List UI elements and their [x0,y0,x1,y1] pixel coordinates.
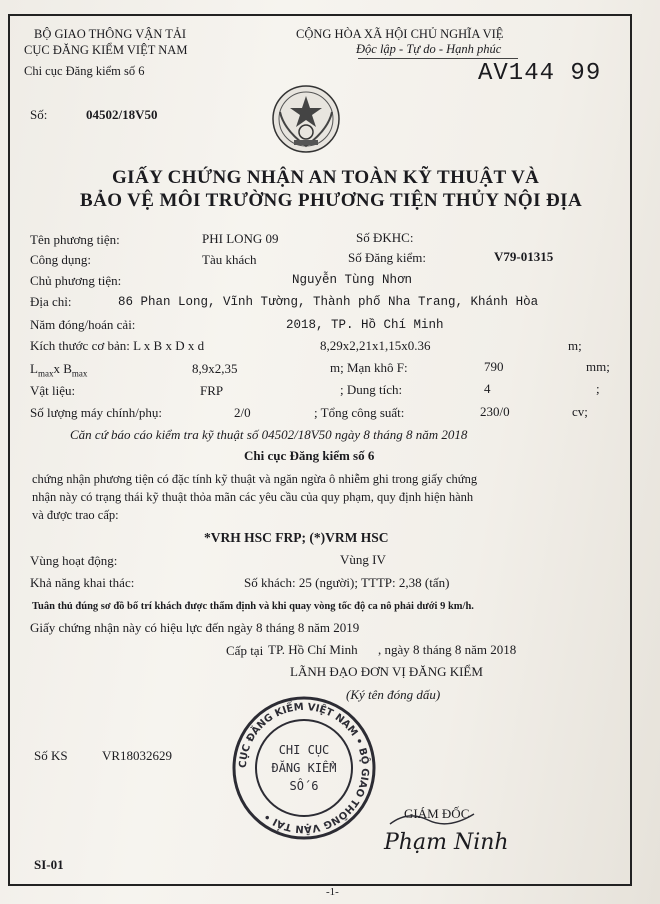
signature-note: (Ký tên đóng dấu) [346,687,441,702]
bmax-sub: max [71,368,88,379]
stamp-line3: SỐ 6 [289,779,319,793]
official-stamp-icon [228,692,380,844]
owner-name: Nguyễn Tùng Nhơn [292,273,413,287]
freeboard-label: m; Mạn khô F: [330,360,408,375]
stamp-line2: ĐĂNG KIỂM [271,761,337,775]
republic-name: CỘNG HÒA XÃ HỘI CHỦ NGHĨA VIỆ [296,27,504,41]
certificate-title-line1: GIẤY CHỨNG NHẬN AN TOÀN KỸ THUẬT VÀ [112,167,540,188]
lmax-x-b: x B [53,361,72,376]
operation-zone: Vùng IV [340,552,386,567]
vessel-purpose: Tàu khách [202,252,257,267]
validity-statement: Giấy chứng nhận này có hiệu lực đến ngày 8 tháng 8 năm 2019 [30,620,360,635]
build-info: 2018, TP. Hồ Chí Minh [286,318,444,332]
operating-note: Tuân thủ đúng sơ đồ bố trí khách được thẩm định và khi quay vòng tốc độ ca nô phải dưới 9 km/h. [32,601,474,612]
max-dimensions-value: 8,9x2,35 [192,361,238,376]
form-code: SI-01 [34,857,64,872]
motto-underline [358,58,518,59]
stamp-ring-text: CỤC ĐĂNG KIỂM VIỆT NAM • BỘ GIAO THÔNG VẬN TẢI • [237,701,371,835]
dkhc-label: Số ĐKHC: [356,230,414,245]
signer-name: Phạm Ninh [384,830,509,855]
stamp-line1: CHI CỤC [278,743,330,757]
material-label: Vật liệu: [30,383,76,398]
owner-label: Chủ phương tiện: [30,273,122,288]
registration-number: V79-01315 [494,249,554,264]
capability-value: Số khách: 25 (người); TTTP: 2,38 (tấn) [244,575,450,590]
issued-date: , ngày 8 tháng 8 năm 2018 [378,642,517,657]
lmax-letter: L [30,361,38,376]
inspection-basis: Căn cứ báo cáo kiểm tra kỹ thuật số 04502/18V50 ngày 8 tháng 8 năm 2018 [70,427,468,442]
ks-number: VR18032629 [102,748,173,763]
capability-label: Khả năng khai thác: [30,575,135,590]
national-motto: Độc lập - Tự do - Hạnh phúc [356,42,502,56]
certification-line1: chứng nhận phương tiện có đặc tính kỹ thuật và ngăn ngừa ô nhiễm ghi trong giấy chứng [32,472,478,486]
registration-label: Số Đăng kiểm: [348,250,426,265]
power-unit: cv; [572,404,588,419]
max-dimensions-label [30,361,87,382]
freeboard-unit: mm; [586,359,610,374]
national-emblem-icon [270,82,342,156]
page-number: -1- [326,886,339,898]
owner-address: 86 Phan Long, Vĩnh Tường, Thành phố Nha Trang, Khánh Hòa [118,295,539,309]
power-value: 230/0 [480,404,510,419]
issuing-branch: Chi cục Đăng kiểm số 6 [244,448,375,463]
engines-value: 2/0 [234,405,251,420]
hull-material: FRP [200,383,224,398]
purpose-label: Công dụng: [30,252,92,267]
freeboard-value: 790 [484,359,504,374]
serial-number: AV144 99 [478,60,602,87]
certificate-title-line2: BẢO VỆ MÔI TRƯỜNG PHƯƠNG TIỆN THỦY NỘI ĐỊA [80,190,583,211]
tonnage-end: ; [596,381,600,396]
department-name: CỤC ĐĂNG KIỂM VIỆT NAM [24,43,188,57]
signature-stroke-icon [388,808,478,828]
lmax-sub: max [37,368,54,379]
certification-line2: nhận này có trạng thái kỹ thuật thỏa mãn các yêu cầu của quy phạm, quy định hiện hành [32,490,474,504]
leadership-title: LÃNH ĐẠO ĐƠN VỊ ĐĂNG KIỂM [290,664,483,679]
dimensions-value: 8,29x2,21x1,15x0.36 [320,338,431,353]
tonnage-label: ; Dung tích: [340,382,403,397]
issued-at-label: Cấp tại [226,643,264,658]
certification-line3: và được trao cấp: [32,508,119,522]
certificate-number: 04502/18V50 [86,107,158,122]
tonnage-value: 4 [484,381,491,396]
dimensions-label: Kích thước cơ bản: L x B x D x d [30,338,205,353]
vessel-name-label: Tên phương tiện: [30,232,120,247]
operation-zone-label: Vùng hoạt động: [30,553,118,568]
issued-place: TP. Hồ Chí Minh [268,642,358,657]
branch-name: Chi cục Đăng kiểm số 6 [24,64,145,78]
vessel-name: PHI LONG 09 [202,231,279,246]
number-label: Số: [30,107,48,122]
ministry-name: BỘ GIAO THÔNG VẬN TẢI [34,27,187,41]
director-title: GIÁM ĐỐC [404,806,470,821]
class-notation: *VRH HSC FRP; (*)VRM HSC [204,530,389,545]
build-label: Năm đóng/hoán cải: [30,317,136,332]
ks-label: Số KS [34,748,68,763]
dimensions-unit: m; [568,338,582,353]
power-label: ; Tổng công suất: [314,405,405,420]
engines-label: Số lượng máy chính/phụ: [30,405,162,420]
address-label: Địa chỉ: [30,294,72,309]
